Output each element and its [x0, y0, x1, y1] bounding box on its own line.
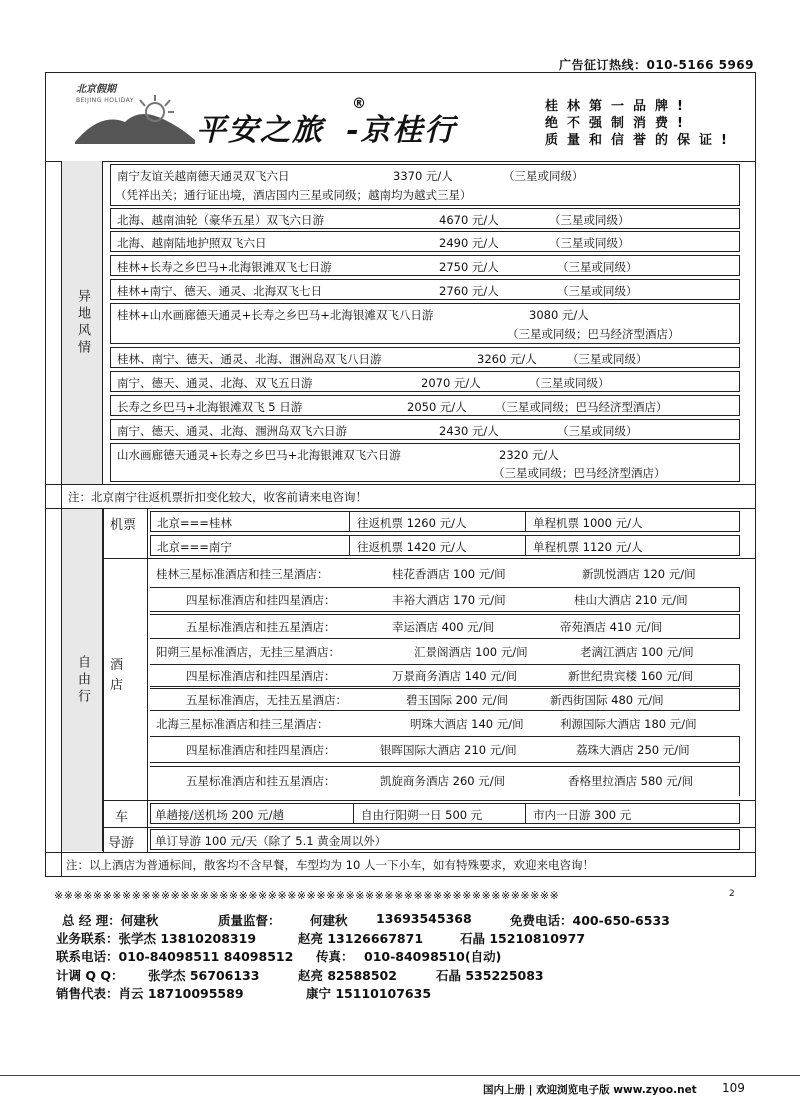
hotel-row — [150, 713, 740, 735]
route-grade: （三星或同级） — [557, 424, 638, 438]
hotel-category: 桂林三星标准酒店和挂三星酒店： — [156, 567, 329, 581]
hotel-category: 五星标准酒店和挂五星酒店： — [186, 774, 336, 788]
route-note: （凭祥出关；通行证出境，酒店国内三星或同级；越南均为越式三星） — [115, 188, 472, 202]
hotel-option-1: 丰裕大酒店 170 元/间 — [392, 593, 506, 607]
flight-row — [150, 535, 740, 556]
ad-hotline: 广告征订热线：010-5166 5969 — [558, 58, 754, 72]
divider — [525, 804, 526, 823]
footer-text: 国内上册 | 欢迎浏览电子版 www.zyoo.net — [483, 1084, 697, 1096]
flight-route: 北京===桂林 — [157, 516, 232, 530]
hotel-option-1: 汇景阁酒店 100 元/间 — [414, 645, 528, 659]
route-price: 3260 元/人 — [477, 352, 537, 366]
route-row — [110, 371, 740, 392]
route-grade: （三星或同级；巴马经济型酒店） — [507, 327, 680, 341]
hotel-row — [150, 587, 740, 612]
hotel-option-1: 幸运酒店 400 元/间 — [392, 620, 495, 634]
route-grade: （三星或同级） — [567, 352, 648, 366]
hotel-category: 五星标准酒店，无挂五星酒店： — [186, 693, 347, 707]
divider — [103, 800, 755, 801]
car-option-3: 市内一日游 300 元 — [533, 808, 632, 822]
section-label-remote: 异地风情 — [61, 161, 103, 484]
divider — [103, 558, 755, 559]
route-price: 4670 元/人 — [439, 213, 499, 227]
hotel-row — [150, 561, 740, 587]
hotel-row — [150, 640, 740, 663]
route-name: 桂林+山水画廊德天通灵+长寿之乡巴马+北海银滩双飞八日游 — [117, 308, 434, 322]
route-row — [110, 208, 740, 229]
hotel-option-2: 荔珠大酒店 250 元/间 — [576, 743, 690, 757]
flight-route: 北京===南宁 — [157, 540, 232, 554]
guide-row — [150, 829, 740, 850]
route-price: 2750 元/人 — [439, 260, 499, 274]
contact-qq-2: 赵亮 82588502 — [298, 968, 397, 983]
hotel-row — [150, 736, 740, 763]
contact-business-3: 石晶 15210810977 — [460, 931, 586, 946]
contact-phone: 联系电话：010-84098511 84098512 — [56, 949, 294, 964]
route-grade: （三星或同级） — [529, 376, 610, 390]
hotel-row — [150, 614, 740, 639]
route-price: 3370 元/人 — [393, 169, 453, 183]
route-name: 桂林、南宁、德天、通灵、北海、涠洲岛双飞八日游 — [117, 352, 382, 366]
car-row — [150, 803, 740, 824]
divider — [46, 852, 755, 853]
route-name: 桂林+南宁、德天、通灵、北海双飞七日 — [117, 284, 323, 298]
route-grade: （三星或同级） — [557, 284, 638, 298]
route-name: 山水画廊德天通灵+长寿之乡巴马+北海银滩双飞六日游 — [117, 448, 401, 462]
route-row — [110, 443, 740, 482]
divider — [525, 512, 526, 531]
divider — [46, 508, 755, 509]
contact-qc-phone: 13693545368 — [376, 911, 472, 926]
hotel-option-2: 新西街国际 480 元/间 — [550, 693, 664, 707]
hotel-category: 北海三星标准酒店和挂三星酒店： — [156, 717, 329, 731]
route-row — [110, 231, 740, 252]
route-grade: （三星或同级；巴马经济型酒店） — [493, 466, 666, 480]
logo-sub: BEIJING HOLIDAY — [76, 97, 134, 104]
contact-fax-label: 传真： — [316, 949, 354, 964]
title-suffix: -京桂行 — [346, 113, 457, 148]
hotel-category: 四星标准酒店和挂四星酒店： — [186, 669, 336, 683]
route-name: 南宁、德天、通灵、北海、双飞五日游 — [117, 376, 313, 390]
slogans — [545, 98, 736, 149]
page-number: 109 — [722, 1081, 745, 1095]
route-name: 北海、越南陆地护照双飞六日 — [117, 236, 267, 250]
hotel-option-1: 凯旋商务酒店 260 元/间 — [380, 774, 506, 788]
car-option-1: 单趟接/送机场 200 元/趟 — [155, 808, 285, 822]
route-name: 长寿之乡巴马+北海银滩双飞 5 日游 — [117, 400, 303, 414]
guide-text: 单订导游 100 元/天（除了 5.1 黄金周以外） — [155, 834, 387, 848]
route-grade: （三星或同级；巴马经济型酒店） — [495, 400, 668, 414]
route-grade: （三星或同级） — [503, 169, 584, 183]
hotel-option-2: 香格里拉酒店 580 元/间 — [568, 774, 694, 788]
route-grade: （三星或同级） — [557, 260, 638, 274]
hotel-option-2: 桂山大酒店 210 元/间 — [574, 593, 688, 607]
hotel-option-2: 帝苑酒店 410 元/间 — [560, 620, 663, 634]
ad-title — [196, 105, 456, 149]
footer-rule — [0, 1075, 800, 1076]
contact-business: 业务联系：张学杰 13810208319 — [56, 931, 257, 946]
flight-roundtrip: 往返机票 1420 元/人 — [357, 540, 467, 554]
contact-qq-1: 张学杰 56706133 — [148, 968, 260, 983]
route-name: 桂林+长寿之乡巴马+北海银滩双飞七日游 — [117, 260, 332, 274]
route-name: 北海、越南油轮（豪华五星）双飞六日游 — [117, 213, 324, 227]
route-price: 2490 元/人 — [439, 236, 499, 250]
section-label-free: 自由行 — [62, 509, 103, 851]
route-grade: （三星或同级） — [549, 236, 630, 250]
route-price: 2050 元/人 — [407, 400, 467, 414]
contact-fax: 010-84098510(自动) — [364, 949, 502, 964]
divider — [349, 512, 350, 531]
registered-mark: ® — [352, 96, 366, 112]
divider — [349, 536, 350, 555]
slogan-2: 绝不强制消费! — [545, 116, 692, 131]
route-row — [110, 255, 740, 276]
car-option-2: 自由行阳朔一日 500 元 — [361, 808, 483, 822]
flight-label: 机票 — [110, 518, 137, 533]
flight-roundtrip: 往返机票 1260 元/人 — [357, 516, 467, 530]
title-main: 平安之旅 — [196, 113, 324, 148]
contact-qq-label: 计调 Q Q： — [56, 968, 124, 983]
hotel-option-1: 碧玉国际 200 元/间 — [406, 693, 509, 707]
hotel-row — [150, 664, 740, 687]
divider — [525, 536, 526, 555]
divider — [46, 484, 755, 485]
route-row — [110, 279, 740, 300]
flight-row — [150, 511, 740, 532]
route-row — [110, 419, 740, 440]
route-row — [110, 303, 740, 344]
divider — [103, 827, 755, 828]
hotel-option-1: 明珠大酒店 140 元/间 — [410, 717, 524, 731]
contact-qc-label: 质量监督： — [218, 913, 281, 928]
hotel-row — [150, 766, 740, 796]
contact-business-2: 赵亮 13126667871 — [298, 931, 424, 946]
hotel-category: 四星标准酒店和挂四星酒店： — [186, 593, 336, 607]
route-row — [110, 347, 740, 368]
route-price: 2760 元/人 — [439, 284, 499, 298]
route-price: 2320 元/人 — [499, 448, 559, 462]
route-name: 南宁友谊关越南德天通灵双飞六日 — [117, 169, 290, 183]
logo-brand: 北京假期 — [76, 84, 116, 95]
contact-free-phone: 免费电话：400-650-6533 — [510, 913, 670, 928]
contact-sales-2: 康宁 15110107635 — [306, 986, 432, 1001]
contact-gm: 总 经 理：何建秋 — [62, 913, 159, 928]
hotel-row — [150, 688, 740, 711]
contact-sales: 销售代表：肖云 18710095589 — [56, 986, 244, 1001]
hotel-label: 酒店 — [110, 658, 124, 693]
hotel-option-2: 新凯悦酒店 120 元/间 — [582, 567, 696, 581]
hotel-option-1: 银晖国际大酒店 210 元/间 — [380, 743, 517, 757]
slogan-3: 质量和信誉的保证! — [545, 133, 736, 148]
slogan-1: 桂林第一品牌! — [545, 99, 692, 114]
star-divider: ※※※※※※※※※※※※※※※※※※※※※※※※※※※※※※※※※※※※※※※※※※※※※※※※※※※※ — [54, 889, 560, 902]
hotel-category: 阳朔三星标准酒店，无挂三星酒店： — [156, 645, 340, 659]
small-page-number: 2 — [729, 889, 735, 899]
route-row — [110, 395, 740, 416]
section1-note: 注：北京南宁往返机票折扣变化较大，收客前请来电咨询！ — [68, 490, 367, 504]
route-price: 3080 元/人 — [529, 308, 589, 322]
hotel-option-1: 桂花香酒店 100 元/间 — [392, 567, 506, 581]
hotel-option-2: 新世纪贵宾楼 160 元/间 — [568, 669, 694, 683]
hotel-category: 五星标准酒店和挂五星酒店： — [186, 620, 336, 634]
flight-oneway: 单程机票 1000 元/人 — [533, 516, 643, 530]
contact-qc-name: 何建秋 — [310, 913, 348, 928]
divider — [353, 804, 354, 823]
route-price: 2430 元/人 — [439, 424, 499, 438]
hotel-option-2: 老漓江酒店 100 元/间 — [580, 645, 694, 659]
hotel-category: 四星标准酒店和挂四星酒店： — [186, 743, 336, 757]
contact-qq-3: 石晶 535225083 — [436, 968, 544, 983]
route-grade: （三星或同级） — [549, 213, 630, 227]
hotel-option-2: 利源国际大酒店 180 元/间 — [560, 717, 697, 731]
car-label: 车 — [115, 810, 129, 825]
hotel-option-1: 万景商务酒店 140 元/间 — [392, 669, 518, 683]
route-row — [110, 164, 740, 206]
route-price: 2070 元/人 — [421, 376, 481, 390]
section2-note: 注：以上酒店为普通标间，散客均不含早餐，车型均为 10 人一下小车，如有特殊要求，欢迎来电咨询！ — [66, 858, 594, 872]
guide-label: 导游 — [108, 836, 135, 851]
route-name: 南宁、德天、通灵、北海、涠洲岛双飞六日游 — [117, 424, 347, 438]
flight-oneway: 单程机票 1120 元/人 — [533, 540, 643, 554]
